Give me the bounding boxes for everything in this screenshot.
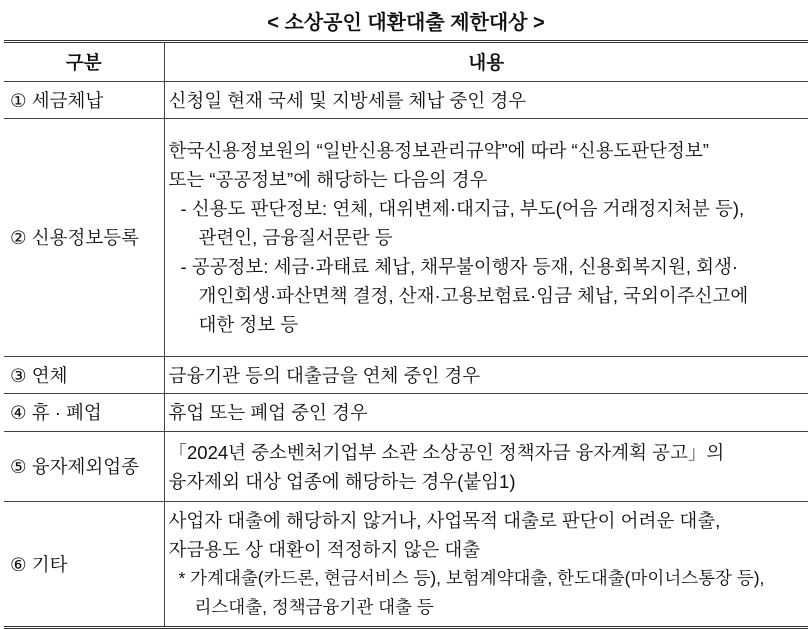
footnote-line: * 가계대출(카드론, 현금서비스 등), 보험계약대출, 한도대출(마이너스통장 등),: [178, 568, 765, 588]
row-category: ⑤ 융자제외업종: [4, 432, 164, 502]
table-header-row: [4, 42, 808, 82]
row-content: [164, 119, 808, 357]
content-line: 한국신용정보원의 “일반신용정보관리규약”에 따라 “신용도판단정보”: [168, 140, 709, 161]
row-content: [164, 432, 808, 502]
content-line: 휴업 또는 폐업 중인 경우: [168, 402, 368, 423]
table-row: [4, 119, 808, 357]
table-row: [4, 432, 808, 502]
table-row: [4, 502, 808, 628]
table-row: [4, 394, 808, 432]
content-line: 융자제외 대상 업종에 해당하는 경우(붙임1): [168, 470, 516, 492]
restriction-table: [4, 40, 808, 629]
row-content: [164, 357, 808, 394]
row-category: ① 세금체납: [4, 82, 164, 119]
row-category: ⑥ 기타: [4, 502, 164, 628]
row-category: ④ 휴 · 폐업: [4, 394, 164, 432]
content-line: 금융기관 등의 대출금을 연체 중인 경우: [168, 364, 481, 386]
content-line: 신청일 현재 국세 및 지방세를 체납 중인 경우: [168, 89, 527, 111]
header-category: 구분: [4, 42, 164, 82]
table-title: < 소상공인 대환대출 제한대상 >: [267, 12, 545, 34]
content-line: 또는 “공공정보”에 해당하는 다음의 경우: [168, 169, 488, 190]
content-line: 사업자 대출에 해당하지 않거나, 사업목적 대출로 판단이 어려운 대출,: [168, 510, 721, 531]
table-row: [4, 357, 808, 394]
content-line: 대한 정보 등: [198, 314, 299, 335]
row-content: [164, 394, 808, 432]
table-row: [4, 82, 808, 119]
content-line: 개인회생·파산면책 결정, 산재·고용보험료·임금 체납, 국외이주신고에: [198, 285, 749, 306]
row-category: ③ 연체: [4, 357, 164, 394]
row-content: [164, 82, 808, 119]
content-line: 관련인, 금융질서문란 등: [198, 227, 393, 248]
row-content: [164, 502, 808, 628]
content-line: 「2024년 중소벤처기업부 소관 소상공인 정책자금 융자계획 공고」의: [168, 441, 725, 463]
content-line: 자금용도 상 대환이 적정하지 않은 대출: [168, 539, 481, 560]
footnote-line: 리스대출, 정책금융기관 대출 등: [194, 597, 434, 617]
content-line: - 공공정보: 세금·과태료 체납, 채무불이행자 등재, 신용회복지원, 회생·: [180, 256, 739, 277]
row-category: ② 신용정보등록: [4, 119, 164, 357]
header-content: 내용: [164, 42, 808, 82]
content-line: - 신용도 판단정보: 연체, 대위변제·대지급, 부도(어음 거래정지처분 등),: [180, 198, 745, 219]
